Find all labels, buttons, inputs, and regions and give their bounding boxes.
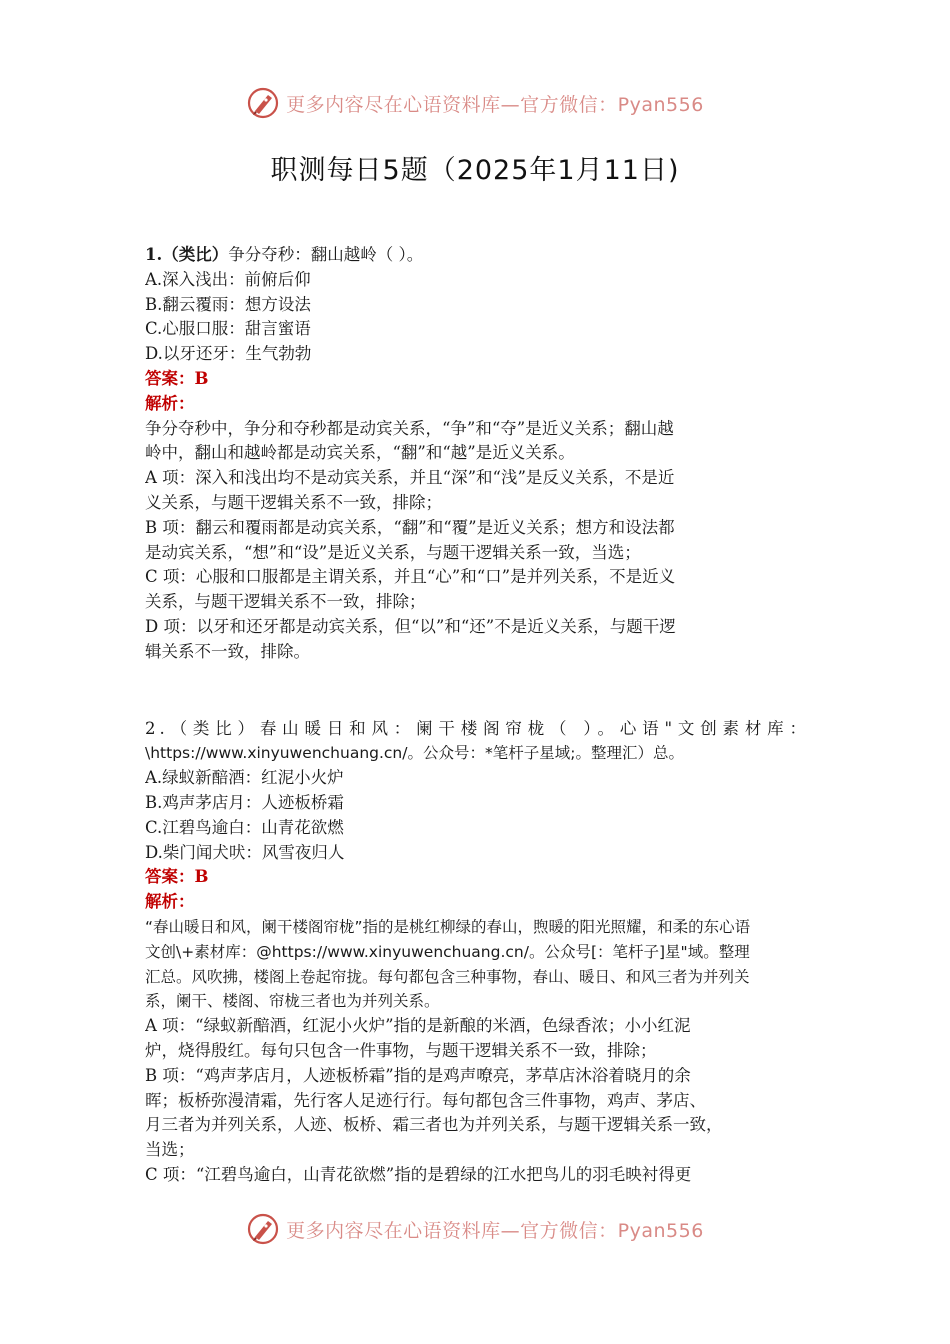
question-1-analysis-label: 解析：: [145, 393, 195, 413]
header-banner: [0, 83, 950, 123]
question-2-stem-line-1: 2.（类比）春山暖日和风：阑干楼阁帘栊（ ）。心语"文创素材库：: [145, 718, 810, 738]
pen-logo-icon: [246, 86, 280, 120]
question-2-analysis-line: B 项：“鸡声茅店月，人迹板桥霜”指的是鸡声嘹亮，茅草店沐浴着晓月的余: [145, 1065, 691, 1085]
header-banner-text: 更多内容尽在心语资料库—官方微信：Pyan556: [286, 93, 704, 116]
question-2-answer: 答案：B: [145, 867, 209, 887]
document-body: [145, 243, 810, 1188]
question-1-stem: [145, 243, 810, 268]
pen-logo-icon: [246, 1212, 280, 1246]
question-2-analysis-line: 月三者为并列关系，人迹、板桥、霜三者也为并列关系，与题干逻辑关系一致，: [145, 1115, 723, 1135]
question-1-option-b: B.翻云覆雨：想方设法: [145, 294, 311, 314]
question-2-analysis-line: “春山暖日和风，阑干楼阁帘栊”指的是桃红柳绿的春山，煦暖的阳光照耀，和柔的东心语: [145, 917, 751, 936]
question-1-analysis-line: D 项：以牙和还牙都是动宾关系，但“以”和“还”不是近义关系，与题干逻: [145, 616, 676, 636]
question-2-analysis-line: 系，阑干、楼阁、帘栊三者也为并列关系。: [145, 992, 440, 1011]
question-1-number: 1.（类比）: [145, 245, 229, 264]
question-1-analysis-line: 岭中，翻山和越岭都是动宾关系，“翻”和“越”是近义关系。: [145, 443, 575, 463]
question-1-answer: 答案：B: [145, 368, 209, 388]
question-1-analysis-line: 义关系，与题干逻辑关系不一致，排除；: [145, 492, 442, 512]
footer-banner: [0, 1209, 950, 1249]
question-1-analysis-line: 关系，与题干逻辑关系不一致，排除；: [145, 592, 426, 612]
question-2-analysis-line: 当选；: [145, 1140, 195, 1160]
question-1-option-c: C.心服口服：甜言蜜语: [145, 319, 311, 339]
question-2-analysis-line: 晖；板桥弥漫清霜，先行客人足迹行行。每句都包含三件事物，鸡声、茅店、: [145, 1090, 706, 1110]
question-1-analysis-line: B 项：翻云和覆雨都是动宾关系，“翻”和“覆”是近义关系；想方和设法都: [145, 517, 675, 537]
question-2-analysis-line: A 项：“绿蚁新醅酒，红泥小火炉”指的是新酿的米酒，色绿香浓；小小红泥: [145, 1016, 691, 1036]
question-1-text: 争分夺秒：翻山越岭（ ）。: [228, 245, 424, 264]
question-2-option-a: A.绿蚁新醅酒：红泥小火炉: [145, 768, 344, 788]
question-2-analysis-line: 炉，烧得殷红。每句只包含一件事物，与题干逻辑关系不一致，排除；: [145, 1040, 657, 1060]
question-2-option-c: C.江碧鸟逾白：山青花欲燃: [145, 817, 344, 837]
section-gap: [145, 665, 810, 717]
question-2-option-d: D.柴门闻犬吠：风雪夜归人: [145, 842, 345, 862]
question-2-stem-line-2: \https://www.xinyuwenchuang.cn/。公众号：*笔杆子星域;。整理汇）总。: [145, 744, 684, 763]
question-1-option-a: A.深入浅出：前俯后仰: [145, 269, 311, 289]
question-1-analysis-line: A 项：深入和浅出均不是动宾关系，并且“深”和“浅”是反义关系，不是近: [145, 468, 675, 488]
footer-banner-text: 更多内容尽在心语资料库—官方微信：Pyan556: [286, 1219, 704, 1242]
question-2-option-b: B.鸡声茅店月：人迹板桥霜: [145, 792, 344, 812]
question-1-option-d: D.以牙还牙：生气勃勃: [145, 344, 312, 364]
question-2-analysis-line: 文创\+素材库：@https://www.xinyuwenchuang.cn/。公众号[：笔杆子]星"域。整理: [145, 942, 750, 961]
question-1-analysis-line: 争分夺秒中，争分和夺秒都是动宾关系，“争”和“夺”是近义关系；翻山越: [145, 418, 674, 438]
page-title: 职测每日5题（2025年1月11日): [270, 155, 680, 186]
question-2-analysis-label: 解析：: [145, 892, 195, 912]
question-2-analysis-line: C 项：“江碧鸟逾白，山青花欲燃”指的是碧绿的江水把鸟儿的羽毛映衬得更: [145, 1164, 692, 1184]
question-2-analysis-line: 汇总。风吹拂，楼阁上卷起帘拢。每句都包含三种事物，春山、暖日、和风三者为并列关: [145, 967, 750, 986]
question-1-analysis-line: C 项：心服和口服都是主谓关系，并且“心”和“口”是并列关系，不是近义: [145, 567, 676, 587]
question-1-analysis-line: 是动宾关系，“想”和“设”是近义关系，与题干逻辑关系一致，当选；: [145, 542, 641, 562]
question-1-analysis-line: 辑关系不一致，排除。: [145, 641, 310, 661]
